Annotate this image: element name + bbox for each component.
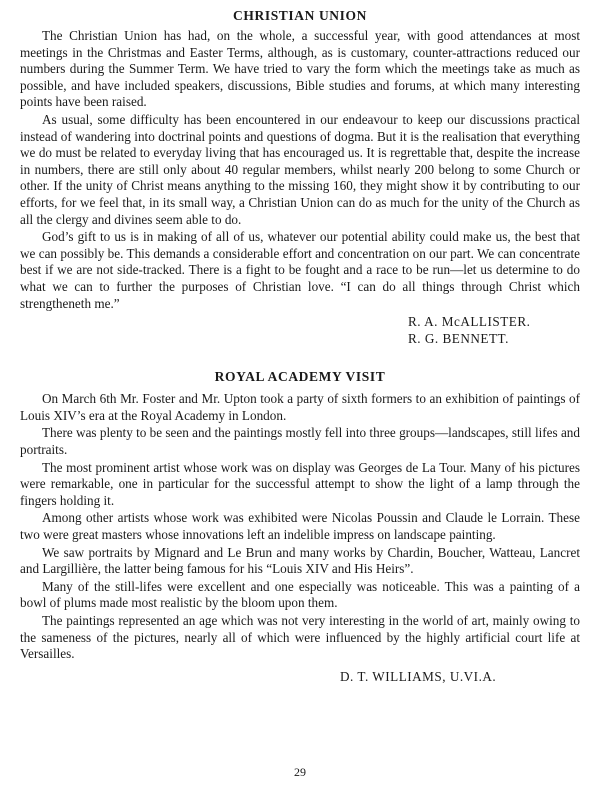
signature-block (20, 314, 580, 347)
paragraph: As usual, some difficulty has been encountered in our endeavour to keep our discussions practical instead of wandering into doctrinal points and questions of dogma. But it is the realisation that everything we do must be related to everyday living that has encouraged us. It is regrettable that, despite the increase in numbers, there are still only about 40 regular members, whilst nearly 200 belong to some Church or other. If the unity of Christ means anything to the missing 160, they might show it by contributing to our efforts, for we feel that, in its small way, a Christian Union can do as much for the unity of the Church as all the clergy and divines seem able to do. (20, 111, 580, 227)
section-body-christian-union (20, 28, 580, 312)
paragraph: There was plenty to be seen and the paintings mostly fell into three groups—landscapes, still lifes and portraits. (20, 425, 580, 458)
paragraph: We saw portraits by Mignard and Le Brun and many works by Chardin, Boucher, Watteau, Lancret and Largillière, the latter being famous for his “Louis XIV and His Heirs”. (20, 544, 580, 577)
paragraph: On March 6th Mr. Foster and Mr. Upton took a party of sixth formers to an exhibition of paintings of Louis XIV’s era at the Royal Academy in London. (20, 391, 580, 423)
section-heading-royal-academy-visit: ROYAL ACADEMY VISIT (214, 369, 386, 385)
paragraph: The most prominent artist whose work was on display was Georges de La Tour. Many of his pictures were remarkable, one in particular for the successful attempt to show the light of a lamp through the fingers holding it. (20, 459, 580, 508)
paragraph: The paintings represented an age which was not very interesting in the world of art, mainly owing to the sameness of the pictures, nearly all of which were influenced by the highly artificial court life at Versailles. (20, 613, 580, 662)
paragraph: God’s gift to us is in making of all of us, whatever our potential ability could make us, the best that we can possibly be. This demands a considerable effort and concentration on our part. We can concentrate best if we are not side-tracked. There is a fight to be fought and a race to be run—let us determine to do what we can to further the purposes of Christian love. “I can do all things through Christ which strengtheneth me.” (20, 229, 580, 311)
paragraph: The Christian Union has had, on the whole, a successful year, with good attendances at most meetings in the Christmas and Easter Terms, although, as is customary, counter-attractions reduced our numbers during the Summer Term. We have tried to vary the form which the meetings take as much as possible, and have included speakers, discussions, Bible studies and forums, at which many interesting points have been raised. (20, 28, 580, 110)
paragraph: Among other artists whose work was exhibited were Nicolas Poussin and Claude le Lorrain. These two were great masters whose innovations left an indelible impress on landscape painting. (20, 510, 580, 543)
section-body-royal-academy-visit (20, 391, 580, 663)
paragraph: Many of the still-lifes were excellent and one especially was noticeable. This was a painting of a bowl of plums made most realistic by the bloom upon them. (20, 578, 580, 611)
signature: D. T. WILLIAMS, U.VI.A. (340, 668, 497, 684)
signature: R. G. BENNETT. (408, 330, 509, 346)
section-heading-christian-union: CHRISTIAN UNION (233, 8, 367, 23)
signature: R. A. McALLISTER. (408, 314, 531, 330)
page-number: 29 (294, 765, 306, 779)
